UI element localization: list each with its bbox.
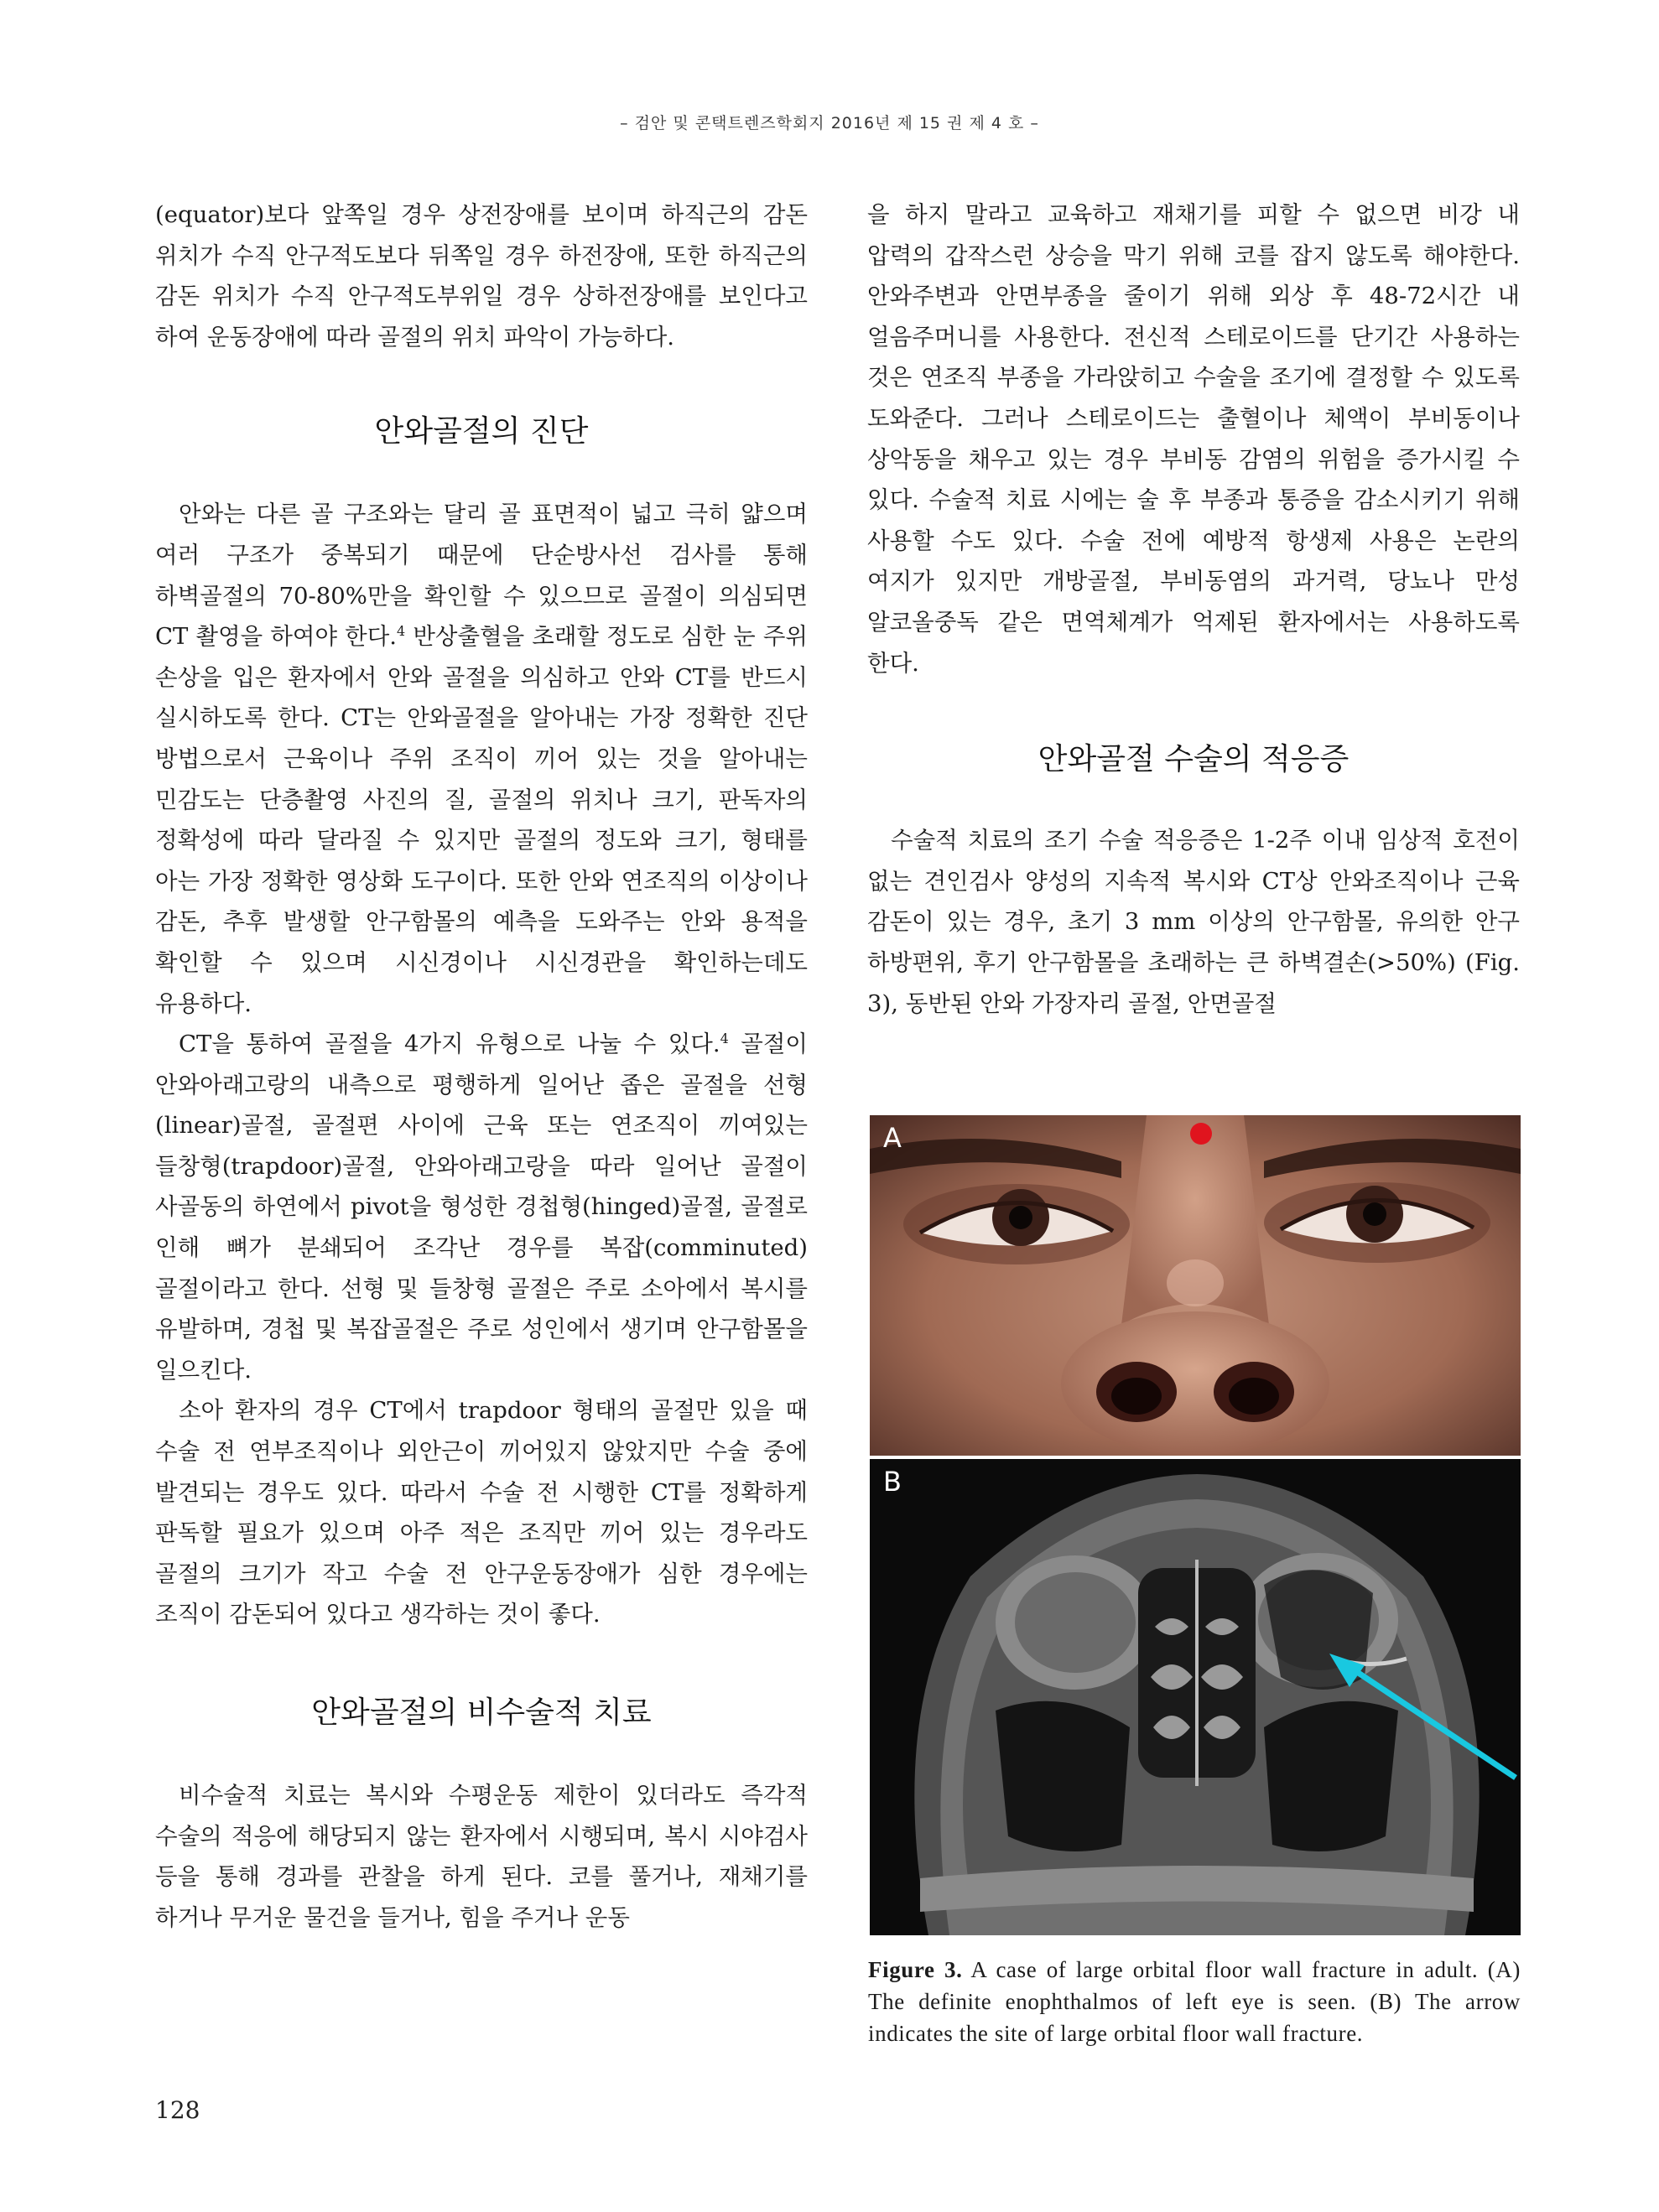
reference-superscript: 4 bbox=[720, 1030, 729, 1046]
indications-paragraph: 수술적 치료의 조기 수술 적응증은 1-2주 이내 임상적 호전이 없는 견인검사 양성의 지속적 복시와 CT상 안와조직이나 근육 감돈이 있는 경우, 초기 3 mm 이상의 안구함몰, 유의한 안구 하방편위, 후기 안구함몰을 초래하는 큰 하벽결손(>50%) (Fig. 3), 동반된 안와 가장자리 골절, 안면골절 bbox=[867, 827, 1520, 1017]
nonsurgical-heading: 안와골절의 비수술적 치료 bbox=[311, 1695, 652, 1730]
figure-panel-b-ct-scan bbox=[870, 1459, 1521, 1935]
indications-heading: 안와골절 수술의 적응증 bbox=[1038, 742, 1350, 777]
panel-b-label: B bbox=[883, 1466, 902, 1498]
diagnosis-paragraph-3: 소아 환자의 경우 CT에서 trapdoor 형태의 골절만 있을 때 수술 전 연부조직이나 외안근이 끼어있지 않았지만 수술 중에 발견되는 경우도 있다. 따라서 수술 전 시행한 CT를 정확하게 판독할 필요가 있으며 아주 적은 조직만 끼어 있는 경우라도 골절의 크기가 작고 수술 전 안구운동장애가 심한 경우에는 조직이 감돈되어 있다고 생각하는 것이 좋다. bbox=[155, 1397, 808, 1628]
diagnosis-heading: 안와골절의 진단 bbox=[374, 414, 589, 449]
intro-paragraph: (equator)보다 앞쪽일 경우 상전장애를 보이며 하직근의 감돈 위치가 수직 안구적도보다 뒤쪽일 경우 하전장애, 또한 하직근의 감돈 위치가 수직 안구적도부위일 경우 상하전장애를 보인다고 하여 운동장애에 따라 골절의 위치 파악이 가능하다. bbox=[155, 201, 808, 350]
nonsurgical-paragraph: 비수술적 치료는 복시와 수평운동 제한이 있더라도 즉각적 수술의 적응에 해당되지 않는 환자에서 시행되며, 복시 시야검사 등을 통해 경과를 관찰을 하게 된다. 코를 풀거나, 재채기를 하거나 무거운 물건을 들거나, 힘을 주거나 운동 bbox=[155, 1782, 808, 1931]
diagnosis-para1-text-a: 안와는 다른 골 구조와는 달리 골 표면적이 넓고 극히 얇으며 여러 구조가 중복되기 때문에 단순방사선 검사를 통해 하벽골절의 70-80%만을 확인할 수 있으므로 골절이 의심되면 CT 촬영을 하여야 한다. bbox=[155, 501, 808, 651]
face-photo-illustration bbox=[870, 1115, 1521, 1456]
left-column bbox=[155, 195, 808, 1938]
reference-superscript: 4 bbox=[397, 623, 406, 639]
panel-a-label: A bbox=[883, 1122, 902, 1154]
figure-panel-a-photo bbox=[870, 1115, 1521, 1456]
figure-caption-label: Figure 3. bbox=[868, 1957, 963, 1982]
figure-caption-text: A case of large orbital floor wall fracture in adult. (A) The definite enophthalmos of left eye is seen. (B) The arrow indicates the site of large orbital floor wall fracture. bbox=[868, 1957, 1521, 2046]
right-column bbox=[867, 195, 1520, 1024]
page-number: 128 bbox=[155, 2096, 200, 2124]
diagnosis-para1-text-b: 반상출혈을 초래할 정도로 심한 눈 주위 손상을 입은 환자에서 안와 골절을 의심하고 안와 CT를 반드시 실시하도록 한다. CT는 안와골절을 알아내는 가장 정확한 진단 방법으로서 근육이나 주위 조직이 끼어 있는 것을 알아내는 민감도는 단층촬영 사진의 질, 골절의 위치나 크기, 판독자의 정확성에 따라 달라질 수 있지만 골절의 정도와 크기, 형태를 아는 가장 정확한 영상화 도구이다. 또한 안와 연조직의 이상이나 감돈, 추후 발생할 안구함몰의 예측을 도와주는 안와 용적을 확인할 수 있으며 시신경이나 시신경관을 확인하는데도 유용하다. bbox=[155, 623, 808, 1017]
ct-scan-illustration bbox=[870, 1459, 1521, 1935]
forehead-marker-dot bbox=[1190, 1123, 1212, 1145]
diagnosis-para2-text-a: CT을 통하여 골절을 4가지 유형으로 나눌 수 있다. bbox=[179, 1031, 720, 1058]
running-header: – 검안 및 콘택트렌즈학회지 2016년 제 15 권 제 4 호 – bbox=[620, 114, 1039, 132]
nonsurgical-continued-paragraph: 을 하지 말라고 교육하고 재채기를 피할 수 없으면 비강 내 압력의 갑작스런 상승을 막기 위해 코를 잡지 않도록 해야한다. 안와주변과 안면부종을 줄이기 위해 외상 후 48-72시간 내 얼음주머니를 사용한다. 전신적 스테로이드를 단기간 사용하는 것은 연조직 부종을 가라앉히고 수술을 조기에 결정할 수 있도록 도와준다. 그러나 스테로이드는 출혈이나 체액이 부비동이나 상악동을 채우고 있는 경우 부비동 감염의 위험을 증가시킬 수 있다. 수술적 치료 시에는 술 후 부종과 통증을 감소시키기 위해 사용할 수도 있다. 수술 전에 예방적 항생제 사용은 논란의 여지가 있지만 개방골절, 부비동염의 과거력, 당뇨나 만성 알코올중독 같은 면역체계가 억제된 환자에서는 사용하도록 한다. bbox=[867, 201, 1520, 677]
diagnosis-para2-text-b: 골절이 안와아래고랑의 내측으로 평행하게 일어난 좁은 골절을 선형(linear)골절, 골절편 사이에 근육 또는 연조직이 끼여있는 들창형(trapdoor)골절, 안와아래고랑을 따라 일어난 골절이 사골동의 하연에서 pivot을 형성한 경첩형(hinged)골절, 골절로 인해 뼈가 분쇄되어 조각난 경우를 복잡(comminuted)골절이라고 한다. 선형 및 들창형 골절은 주로 소아에서 복시를 유발하며, 경첩 및 복잡골절은 주로 성인에서 생기며 안구함몰을 일으킨다. bbox=[155, 1031, 809, 1384]
figure-caption bbox=[868, 1954, 1521, 2049]
diagnosis-paragraph-2 bbox=[155, 1024, 808, 1390]
diagnosis-paragraph-1 bbox=[155, 494, 808, 1024]
